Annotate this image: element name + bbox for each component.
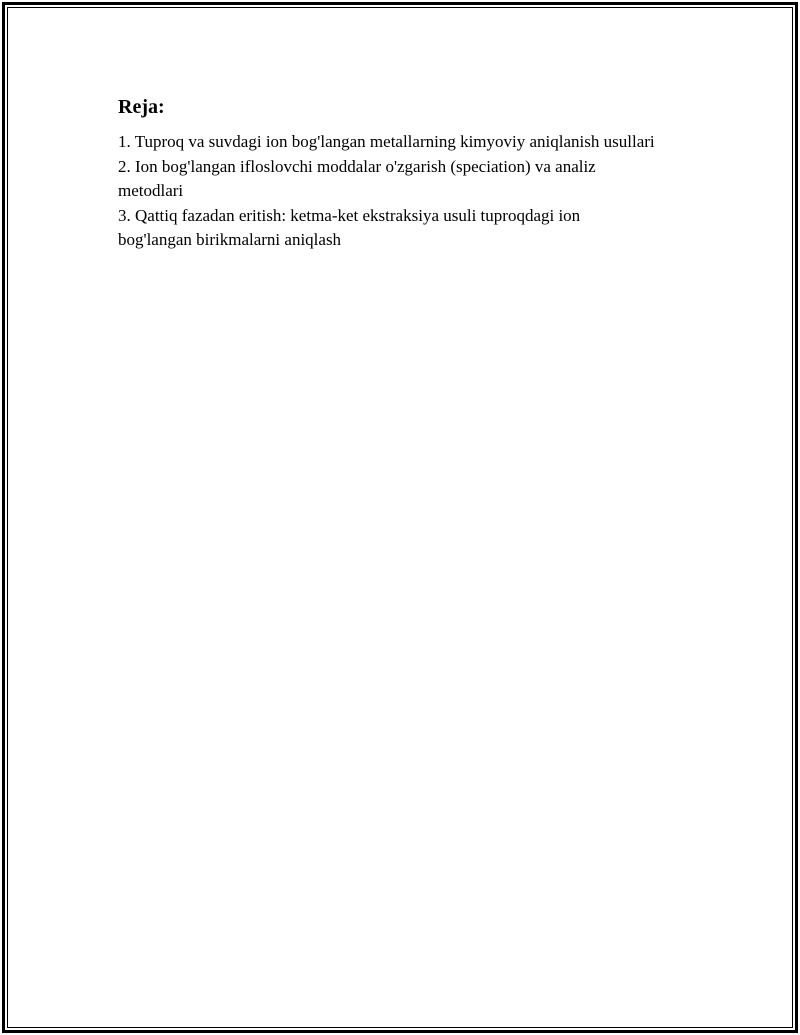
plan-list [118,130,658,253]
plan-item-2: 2. Ion bog'langan ifloslovchi moddalar o'zgarish (speciation) va analiz metodlari [118,156,596,200]
plan-item-3: 3. Qattiq fazadan eritish: ketma-ket ekstraksiya usuli tuproqdagi ion bog'langan birikmalarni aniqlash [118,205,581,249]
plan-item-1: 1. Tuproq va suvdagi ion bog'langan metallarning kimyoviy aniqlanish usullari [118,132,655,151]
page-heading: Reja: [118,96,165,118]
document-body [118,94,658,253]
